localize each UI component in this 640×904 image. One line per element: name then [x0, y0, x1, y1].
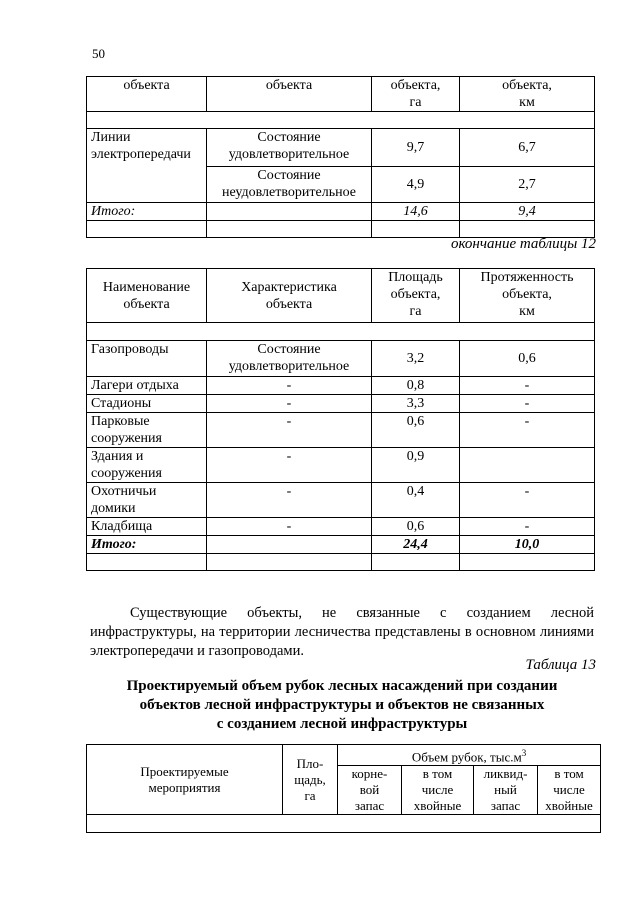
table-header-row	[87, 745, 601, 766]
empty-row	[87, 554, 595, 571]
characteristic-cell: -	[207, 395, 372, 413]
area-cell: 0,8	[372, 377, 460, 395]
total-label: Итого:	[87, 536, 207, 554]
object-name-cell: Здания и сооружения	[87, 448, 207, 483]
table-row	[87, 448, 595, 483]
length-cell: -	[460, 377, 595, 395]
characteristic-cell: -	[207, 483, 372, 518]
length-cell: -	[460, 413, 595, 448]
header-cell: объекта	[207, 77, 372, 112]
header-volume	[338, 745, 601, 766]
total-area: 24,4	[372, 536, 460, 554]
total-length: 10,0	[460, 536, 595, 554]
header-cell: Протяженность объекта, км	[460, 269, 595, 323]
length-cell: -	[460, 483, 595, 518]
length-cell: 2,7	[460, 167, 595, 203]
header-area: Пло- щадь, га	[283, 745, 338, 815]
area-cell: 9,7	[372, 129, 460, 167]
area-cell: 0,6	[372, 413, 460, 448]
volume-unit-sup: 3	[521, 748, 527, 758]
characteristic-cell: -	[207, 448, 372, 483]
area-cell: 3,2	[372, 341, 460, 377]
volume-label: Объем рубок, тыс.м	[411, 749, 522, 765]
object-name-cell: Стадионы	[87, 395, 207, 413]
object-name-cell: Охотничьи домики	[87, 483, 207, 518]
subheader-cell: ликвид- ный запас	[474, 766, 538, 815]
length-cell	[460, 448, 595, 483]
table-row	[87, 129, 595, 167]
characteristic-cell: -	[207, 518, 372, 536]
table-caption: окончание таблицы 12	[450, 236, 596, 252]
characteristic-cell: Состояние удовлетворительное	[207, 129, 372, 167]
length-cell: 0,6	[460, 341, 595, 377]
header-measures: Проектируемые мероприятия	[87, 745, 283, 815]
table-row	[87, 395, 595, 413]
characteristic-cell: Состояние неудовлетворительное	[207, 167, 372, 203]
object-name-cell: Газопроводы	[87, 341, 207, 377]
object-name-cell: Парковые сооружения	[87, 413, 207, 448]
total-row	[87, 203, 595, 221]
total-area: 14,6	[372, 203, 460, 221]
table-row	[87, 483, 595, 518]
object-name-cell: Лагери отдыха	[87, 377, 207, 395]
total-row	[87, 536, 595, 554]
subheader-cell: в том числе хвойные	[402, 766, 474, 815]
table-13-caption: Таблица 13	[525, 657, 596, 673]
total-length: 9,4	[460, 203, 595, 221]
header-cell: Наименование объекта	[87, 269, 207, 323]
header-cell: объекта, га	[372, 77, 460, 112]
area-cell: 0,6	[372, 518, 460, 536]
object-name-cell: Линии электропередачи	[87, 129, 207, 203]
table-12-end	[86, 268, 595, 571]
header-cell: объекта, км	[460, 77, 595, 112]
area-cell: 0,9	[372, 448, 460, 483]
characteristic-cell: -	[207, 377, 372, 395]
empty-row	[87, 221, 595, 238]
area-cell: 0,4	[372, 483, 460, 518]
object-name-cell: Кладбища	[87, 518, 207, 536]
length-cell: -	[460, 518, 595, 536]
table-row	[87, 518, 595, 536]
area-cell: 4,9	[372, 167, 460, 203]
header-cell: Характеристика объекта	[207, 269, 372, 323]
table-12-continuation	[86, 76, 595, 238]
header-cell: объекта	[87, 77, 207, 112]
page-number: 50	[92, 46, 105, 61]
table-header-row	[87, 269, 595, 323]
header-cell: Площадь объекта, га	[372, 269, 460, 323]
empty-row	[87, 815, 601, 833]
length-cell: 6,7	[460, 129, 595, 167]
table-row	[87, 377, 595, 395]
total-label: Итого:	[87, 203, 207, 221]
length-cell: -	[460, 395, 595, 413]
table-13	[86, 744, 601, 833]
subheader-cell: в том числе хвойные	[538, 766, 601, 815]
empty-row	[87, 112, 595, 129]
characteristic-cell: -	[207, 413, 372, 448]
empty-row	[87, 323, 595, 341]
table-13-title: Проектируемый объем рубок лесных насаждений при создании объектов лесной инфраструктуры и объектов не связанных с созданием лесной инфраструктуры	[126, 678, 558, 732]
area-cell: 3,3	[372, 395, 460, 413]
table-row	[87, 413, 595, 448]
subheader-cell: корне- вой запас	[338, 766, 402, 815]
table-row	[87, 341, 595, 377]
table-header-row	[87, 77, 595, 112]
body-paragraph: Существующие объекты, не связанные с созданием лесной инфраструктуры, на территории лесничества представлены в основном линиями электропередачи и газопроводами.	[90, 605, 594, 659]
characteristic-cell: Состояние удовлетворительное	[207, 341, 372, 377]
